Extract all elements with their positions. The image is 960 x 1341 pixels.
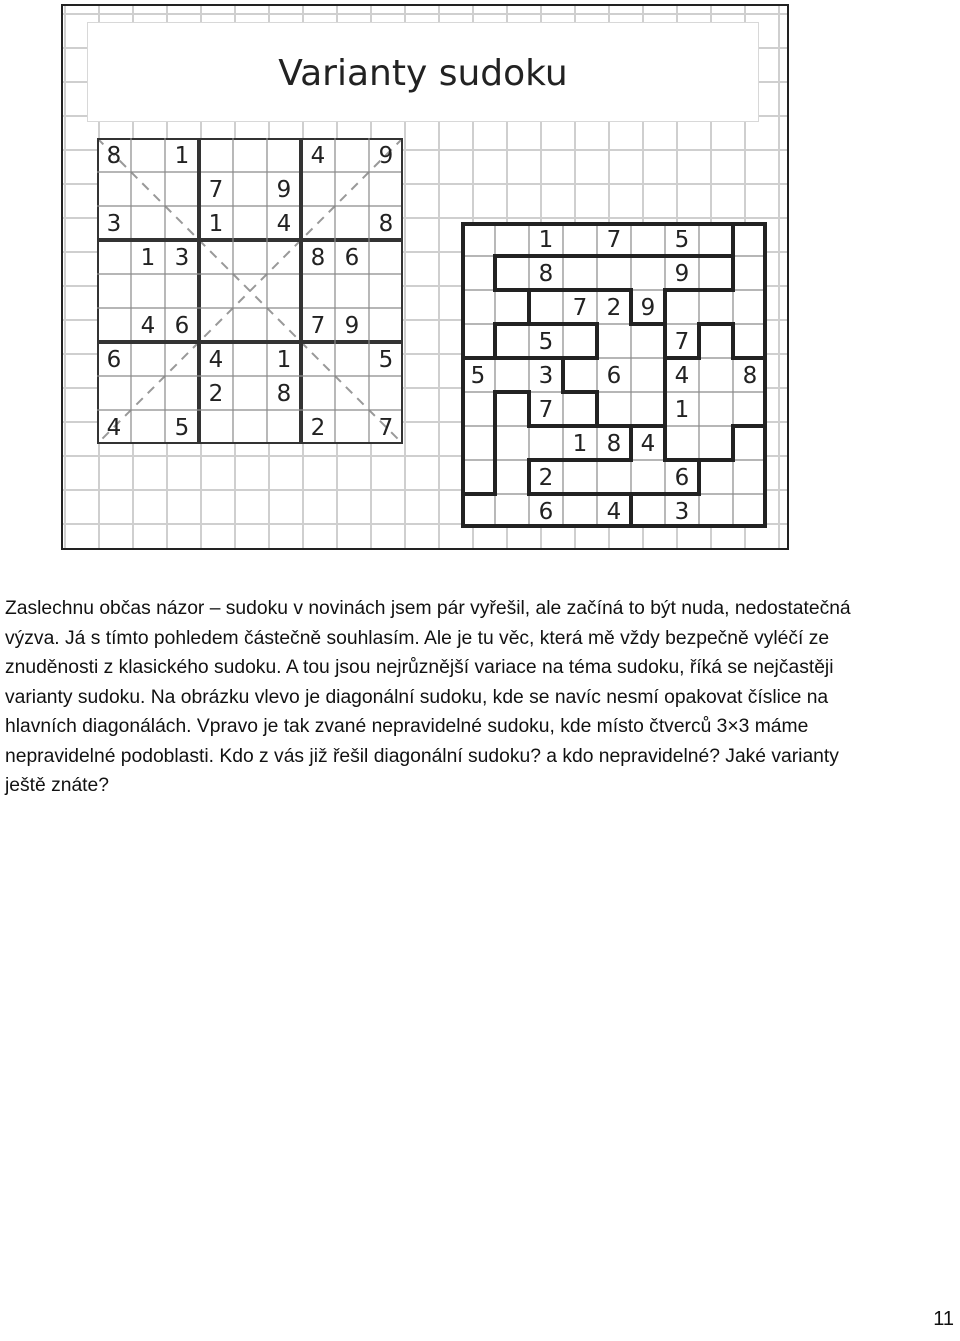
sudoku-given-digit: 3 (674, 499, 690, 525)
slide-title: Varianty sudoku (278, 53, 568, 94)
sudoku-given-digit: 5 (674, 227, 690, 253)
sudoku-given-digit: 1 (276, 347, 292, 373)
sudoku-given-digit: 8 (276, 381, 292, 407)
sudoku-given-digit: 8 (606, 431, 622, 457)
sudoku-given-digit: 9 (378, 143, 394, 169)
sudoku-given-digit: 7 (572, 295, 588, 321)
slide-image (61, 4, 789, 550)
sudoku-given-digit: 6 (606, 363, 622, 389)
page-number: 11 (933, 1308, 954, 1330)
sudoku-given-digit: 4 (606, 499, 622, 525)
sudoku-given-digit: 2 (538, 465, 554, 491)
sudoku-given-digit: 8 (742, 363, 758, 389)
sudoku-given-digit: 1 (140, 245, 156, 271)
sudoku-given-digit: 7 (378, 415, 394, 441)
body-paragraph: Zaslechnu občas názor – sudoku v novinách jsem pár vyřešil, ale začíná to být nuda, nedostatečná výzva. Já s tímto pohledem částečně souhlasím. Ale je tu věc, která mě vždy bezpečně vyléčí ze znuděnosti z klasického sudoku. A tou jsou nejrůznější variace na téma sudoku, říká se nejčastěji varianty sudoku. Na obrázku vlevo je diagonální sudoku, kde se navíc nesmí opakovat číslice na hlavních diagonálách. Vpravo je tak zvané nepravidelné sudoku, kde místo čtverců 3×3 máme nepravidelné podoblasti. Kdo z vás již řešil diagonální sudoku? a kdo nepravidelné? Jaké varianty ještě znáte? (5, 598, 851, 796)
sudoku-given-digit: 5 (174, 415, 190, 441)
sudoku-given-digit: 1 (674, 397, 690, 423)
sudoku-given-digit: 4 (674, 363, 690, 389)
sudoku-given-digit: 1 (208, 211, 224, 237)
irregular-sudoku (461, 222, 767, 528)
sudoku-given-digit: 5 (378, 347, 394, 373)
sudoku-given-digit: 1 (174, 143, 190, 169)
sudoku-given-digit: 4 (140, 313, 156, 339)
sudoku-given-digit: 6 (174, 313, 190, 339)
sudoku-given-digit: 7 (606, 227, 622, 253)
sudoku-given-digit: 9 (276, 177, 292, 203)
sudoku-given-digit: 9 (674, 261, 690, 287)
sudoku-given-digit: 7 (538, 397, 554, 423)
sudoku-given-digit: 4 (640, 431, 656, 457)
sudoku-given-digit: 3 (174, 245, 190, 271)
sudoku-given-digit: 4 (276, 211, 292, 237)
sudoku-given-digit: 7 (208, 177, 224, 203)
sudoku-given-digit: 9 (344, 313, 360, 339)
sudoku-given-digit: 6 (106, 347, 122, 373)
sudoku-given-digit: 1 (572, 431, 588, 457)
slide-title-box (87, 22, 759, 122)
sudoku-given-digit: 6 (344, 245, 360, 271)
sudoku-given-digit: 6 (674, 465, 690, 491)
sudoku-given-digit: 3 (538, 363, 554, 389)
sudoku-given-digit: 1 (538, 227, 554, 253)
sudoku-given-digit: 7 (310, 313, 326, 339)
sudoku-given-digit: 5 (538, 329, 554, 355)
sudoku-given-digit: 5 (470, 363, 486, 389)
sudoku-given-digit: 8 (106, 143, 122, 169)
sudoku-given-digit: 4 (310, 143, 326, 169)
sudoku-given-digit: 9 (640, 295, 656, 321)
sudoku-given-digit: 8 (378, 211, 394, 237)
sudoku-given-digit: 7 (674, 329, 690, 355)
sudoku-given-digit: 2 (208, 381, 224, 407)
sudoku-given-digit: 6 (538, 499, 554, 525)
diagonal-sudoku (97, 138, 403, 444)
sudoku-given-digit: 4 (106, 415, 122, 441)
sudoku-given-digit: 4 (208, 347, 224, 373)
sudoku-given-digit: 3 (106, 211, 122, 237)
sudoku-given-digit: 8 (310, 245, 326, 271)
sudoku-given-digit: 2 (606, 295, 622, 321)
sudoku-given-digit: 8 (538, 261, 554, 287)
sudoku-given-digit: 2 (310, 415, 326, 441)
